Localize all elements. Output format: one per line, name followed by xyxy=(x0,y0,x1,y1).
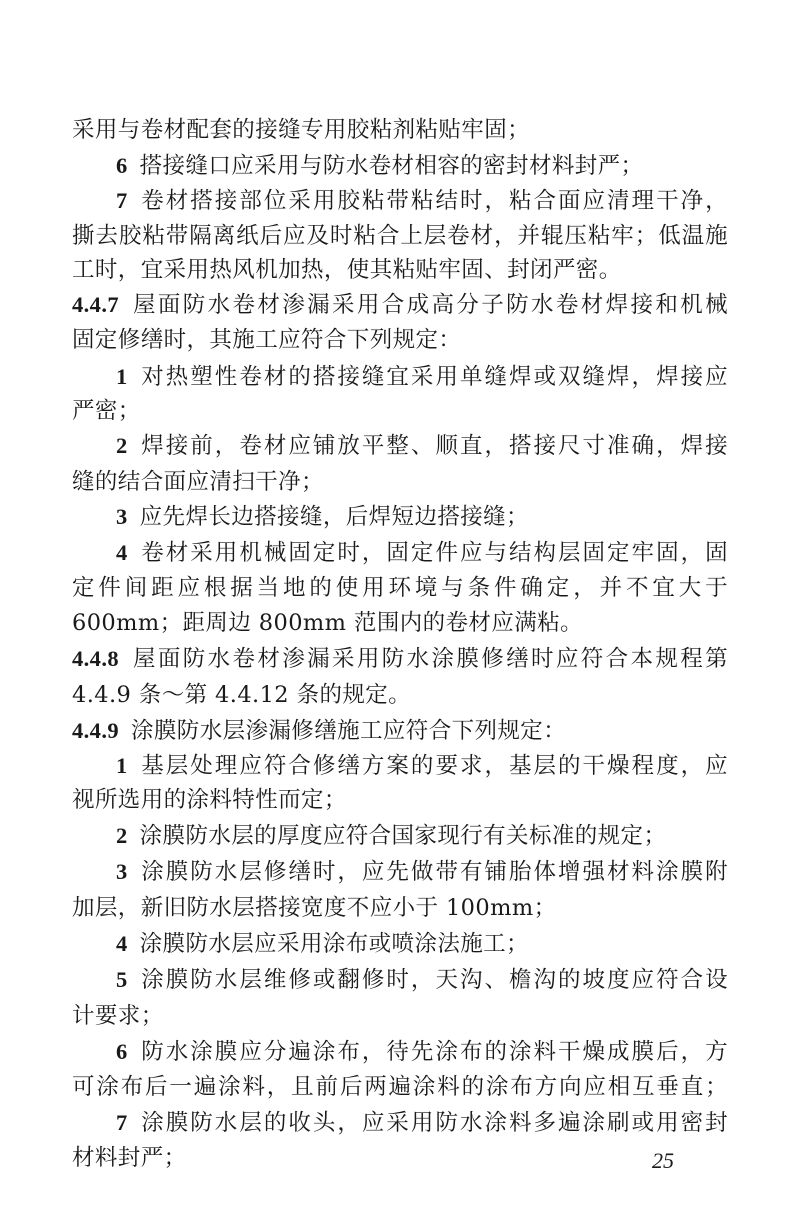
item-number: 5 xyxy=(116,967,128,992)
list-item-line xyxy=(72,857,728,887)
line-text: 计要求； xyxy=(72,1003,164,1029)
item-number: 1 xyxy=(116,364,128,389)
item-number: 4.4.7 xyxy=(72,292,119,317)
line-text: 基层处理应符合修缮方案的要求，基层的干燥程度，应 xyxy=(139,753,728,779)
item-number: 4 xyxy=(116,931,128,956)
text-line xyxy=(72,255,728,285)
line-text: 卷材搭接部位采用胶粘带粘结时，粘合面应清理干净， xyxy=(139,188,728,214)
text-line xyxy=(72,325,728,355)
clause-line xyxy=(72,716,728,746)
item-number: 2 xyxy=(116,823,128,848)
line-text: 屋面防水卷材渗漏采用防水涂膜修缮时应符合本规程第 xyxy=(131,646,728,672)
item-number: 2 xyxy=(116,433,128,458)
text-line xyxy=(72,608,728,638)
line-text: 搭接缝口应采用与防水卷材相容的密封材料封严； xyxy=(139,153,644,179)
line-text: 材料封严； xyxy=(72,1145,187,1171)
line-text: 加层，新旧防水层搭接宽度不应小于 100mm； xyxy=(72,895,557,921)
text-line xyxy=(72,467,728,497)
item-number: 4.4.9 xyxy=(72,718,119,743)
page-number: 25 xyxy=(652,1148,674,1173)
line-text: 对热塑性卷材的搭接缝宜采用单缝焊或双缝焊，焊接应 xyxy=(139,364,728,390)
line-text: 固定修缮时，其施工应符合下列规定： xyxy=(72,327,462,353)
list-item-line xyxy=(72,1037,728,1067)
line-text: 缝的结合面应清扫干净； xyxy=(72,469,324,495)
list-item-line xyxy=(72,1108,728,1138)
line-text: 工时，宜采用热风机加热，使其粘贴牢固、封闭严密。 xyxy=(72,257,622,283)
text-line xyxy=(72,396,728,426)
line-text: 涂膜防水层渗漏修缮施工应符合下列规定： xyxy=(131,718,567,744)
item-number: 1 xyxy=(116,753,128,778)
list-item-line xyxy=(72,431,728,461)
item-number: 3 xyxy=(116,859,128,884)
line-text: 屋面防水卷材渗漏采用合成高分子防水卷材焊接和机械 xyxy=(131,292,728,318)
list-item-line xyxy=(72,186,728,216)
line-text: 撕去胶粘带隔离纸后应及时粘合上层卷材，并辊压粘牢；低温施 xyxy=(72,223,728,249)
text-line xyxy=(72,680,728,710)
line-text: 应先焊长边搭接缝，后焊短边搭接缝； xyxy=(139,504,529,530)
line-text: 可涂布后一遍涂料，且前后两遍涂料的涂布方向应相互垂直； xyxy=(72,1074,728,1100)
list-item-line xyxy=(72,151,728,181)
list-item-line xyxy=(72,538,728,568)
item-number: 7 xyxy=(116,1110,128,1135)
item-number: 7 xyxy=(116,188,128,213)
line-text: 定件间距应根据当地的使用环境与条件确定，并不宜大于 xyxy=(72,575,728,601)
text-line xyxy=(72,1072,728,1102)
line-text: 涂膜防水层应采用涂布或喷涂法施工； xyxy=(139,931,529,957)
line-text: 4.4.9 条～第 4.4.12 条的规定。 xyxy=(72,682,412,708)
item-number: 3 xyxy=(116,504,128,529)
line-text: 涂膜防水层的收头，应采用防水涂料多遍涂刷或用密封 xyxy=(139,1110,728,1136)
text-line xyxy=(72,1143,728,1173)
list-item-line xyxy=(72,929,728,959)
text-line xyxy=(72,573,728,603)
list-item-line xyxy=(72,502,728,532)
list-item-line xyxy=(72,821,728,851)
line-text: 采用与卷材配套的接缝专用胶粘剂粘贴牢固； xyxy=(72,117,531,143)
item-number: 4.4.8 xyxy=(72,646,119,671)
item-number: 6 xyxy=(116,1039,128,1064)
text-line xyxy=(72,115,728,145)
clause-line xyxy=(72,644,728,674)
text-line xyxy=(72,221,728,251)
list-item-line xyxy=(72,965,728,995)
line-text: 卷材采用机械固定时，固定件应与结构层固定牢固，固 xyxy=(139,540,728,566)
line-text: 严密； xyxy=(72,398,141,424)
item-number: 4 xyxy=(116,540,128,565)
line-text: 600mm；距周边 800mm 范围内的卷材应满粘。 xyxy=(72,610,583,636)
item-number: 6 xyxy=(116,153,128,178)
line-text: 涂膜防水层的厚度应符合国家现行有关标准的规定； xyxy=(139,823,667,849)
list-item-line xyxy=(72,751,728,781)
text-line xyxy=(72,1001,728,1031)
line-text: 涂膜防水层维修或翻修时，天沟、檐沟的坡度应符合设 xyxy=(139,967,728,993)
text-line xyxy=(72,785,728,815)
clause-line xyxy=(72,290,728,320)
line-text: 防水涂膜应分遍涂布，待先涂布的涂料干燥成膜后，方 xyxy=(139,1039,728,1065)
line-text: 视所选用的涂料特性而定； xyxy=(72,787,347,813)
line-text: 焊接前，卷材应铺放平整、顺直，搭接尺寸准确，焊接 xyxy=(139,433,728,459)
text-line xyxy=(72,893,728,923)
line-text: 涂膜防水层修缮时，应先做带有铺胎体增强材料涂膜附 xyxy=(139,859,728,885)
list-item-line xyxy=(72,362,728,392)
